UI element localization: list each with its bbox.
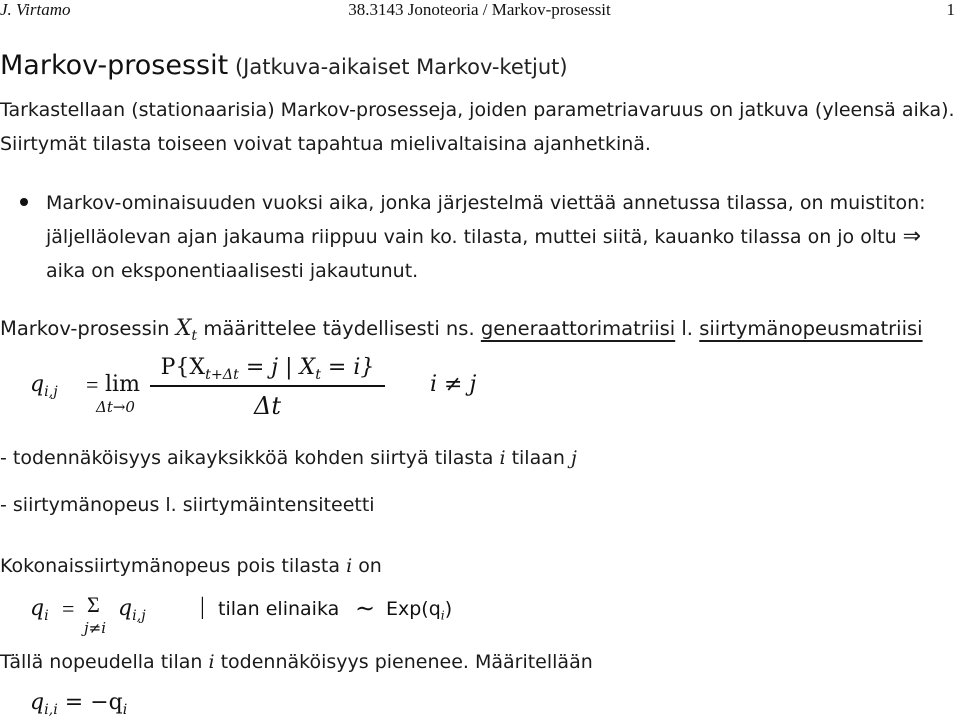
eq1-fraction-bar bbox=[150, 385, 385, 387]
decrease-line bbox=[0, 649, 593, 675]
total-rate-var: i bbox=[346, 555, 353, 577]
title-main: Markov-prosessit bbox=[0, 50, 229, 81]
total-rate-line bbox=[0, 553, 382, 579]
eq2-term-sub: i,j bbox=[132, 608, 146, 624]
eq3 bbox=[30, 690, 127, 718]
header-author: J. Virtamo bbox=[0, 0, 71, 19]
eq2-term bbox=[118, 596, 146, 624]
eq2-dist-sub: i bbox=[440, 608, 445, 623]
decrease-suffix: todennäköisyys pienenee. Määritellään bbox=[220, 651, 593, 673]
header-course: 38.3143 Jonoteoria / Markov-prosessit bbox=[348, 0, 611, 19]
eq1-condition: i ≠ j bbox=[430, 372, 477, 397]
eq2-dist-end: ) bbox=[444, 598, 453, 620]
eq2-lhs bbox=[30, 596, 49, 624]
eq1-num-sub2: t bbox=[315, 367, 321, 383]
decrease-prefix: Tällä nopeudella tilan bbox=[0, 651, 203, 673]
eq2-bar: | bbox=[200, 594, 205, 620]
header-page-number: 1 bbox=[946, 0, 955, 19]
eq3-rhs-sub: i bbox=[122, 702, 128, 718]
eq1-num-end: = i} bbox=[320, 355, 375, 380]
note-probability bbox=[0, 445, 577, 471]
page-title bbox=[0, 48, 568, 84]
eq2-q-sub: i bbox=[44, 608, 49, 624]
bullet-dot bbox=[20, 198, 28, 206]
definition-connector: l. bbox=[681, 317, 694, 340]
eq1-q-sub: i,j bbox=[44, 384, 58, 400]
eq2-q: q bbox=[30, 596, 45, 621]
eq1-num-p: P{X bbox=[160, 355, 206, 380]
intro-paragraph: Tarkastellaan (stationaarisia) Markov-prosesseja, joiden parametriavaruus on jatkuva (yleensä aika). Siirtymät tilasta toiseen voivat tapahtua mielivaltaisina ajanhetkinä. bbox=[0, 99, 955, 155]
definition-prefix: Markov-prosessin bbox=[0, 317, 170, 340]
definition-line bbox=[0, 316, 923, 349]
term-transition-rate-matrix: siirtymänopeusmatriisi bbox=[699, 317, 923, 340]
definition-symbol-sub: t bbox=[191, 328, 198, 344]
eq2-sum-sub: j≠i bbox=[84, 619, 107, 637]
title-subtitle: (Jatkuva-aikaiset Markov-ketjut) bbox=[234, 55, 568, 79]
eq3-q: q bbox=[30, 690, 45, 715]
bullet-text bbox=[46, 186, 958, 288]
implies-arrow-icon: ⇒ bbox=[902, 224, 922, 249]
eq1-equals: = bbox=[86, 372, 99, 397]
note1-j: j bbox=[570, 447, 577, 469]
total-rate-prefix: Kokonaissiirtymänopeus pois tilasta bbox=[0, 555, 341, 577]
eq3-rhs: = −q bbox=[64, 690, 123, 715]
eq2-exp-dist bbox=[386, 598, 452, 622]
eq2-lifetime: tilan elinaika bbox=[218, 598, 340, 620]
note1-prefix: - todennäköisyys aikayksikköä kohden siirtyä tilasta bbox=[0, 447, 494, 469]
decrease-var: i bbox=[208, 651, 215, 673]
definition-symbol-x: X bbox=[175, 316, 192, 341]
eq1-denominator: Δt bbox=[254, 392, 281, 420]
eq2-term-q: q bbox=[118, 596, 133, 621]
eq1-lhs bbox=[30, 372, 58, 400]
eq2-equals: = bbox=[62, 596, 75, 621]
note1-mid: tilaan bbox=[511, 447, 565, 469]
eq3-q-sub: i,i bbox=[44, 702, 58, 718]
bullet-text-before: Markov-ominaisuuden vuoksi aika, jonka järjestelmä viettää annetussa tilassa, on muistiton: jäljelläolevan ajan jakauma riippuu vain ko. tilasta, muttei siitä, kauanko tilassa on jo oltu bbox=[46, 192, 926, 248]
term-generator-matrix: generaattorimatriisi bbox=[480, 317, 676, 340]
eq2-dist: Exp(q bbox=[386, 598, 441, 620]
bullet-text-after: aika on eksponentiaalisesti jakautunut. bbox=[46, 260, 419, 282]
note1-i: i bbox=[499, 447, 506, 469]
eq1-q: q bbox=[30, 372, 45, 397]
eq1-lim: lim bbox=[105, 372, 140, 397]
definition-middle: määrittelee täydellisesti ns. bbox=[203, 317, 475, 340]
eq1-num-sub: t+Δt bbox=[205, 367, 239, 383]
eq1-lim-sub: Δt→0 bbox=[96, 398, 135, 416]
eq1-num-mid: = j | X bbox=[238, 355, 316, 380]
eq2-sum-icon: Σ bbox=[87, 592, 100, 617]
eq2-tilde-icon: ∼ bbox=[355, 596, 376, 622]
total-rate-suffix: on bbox=[358, 555, 382, 577]
definition-symbol bbox=[175, 316, 198, 344]
eq1-numerator bbox=[150, 355, 385, 383]
note-transition-rate: - siirtymänopeus l. siirtymäintensiteetti bbox=[0, 494, 375, 516]
